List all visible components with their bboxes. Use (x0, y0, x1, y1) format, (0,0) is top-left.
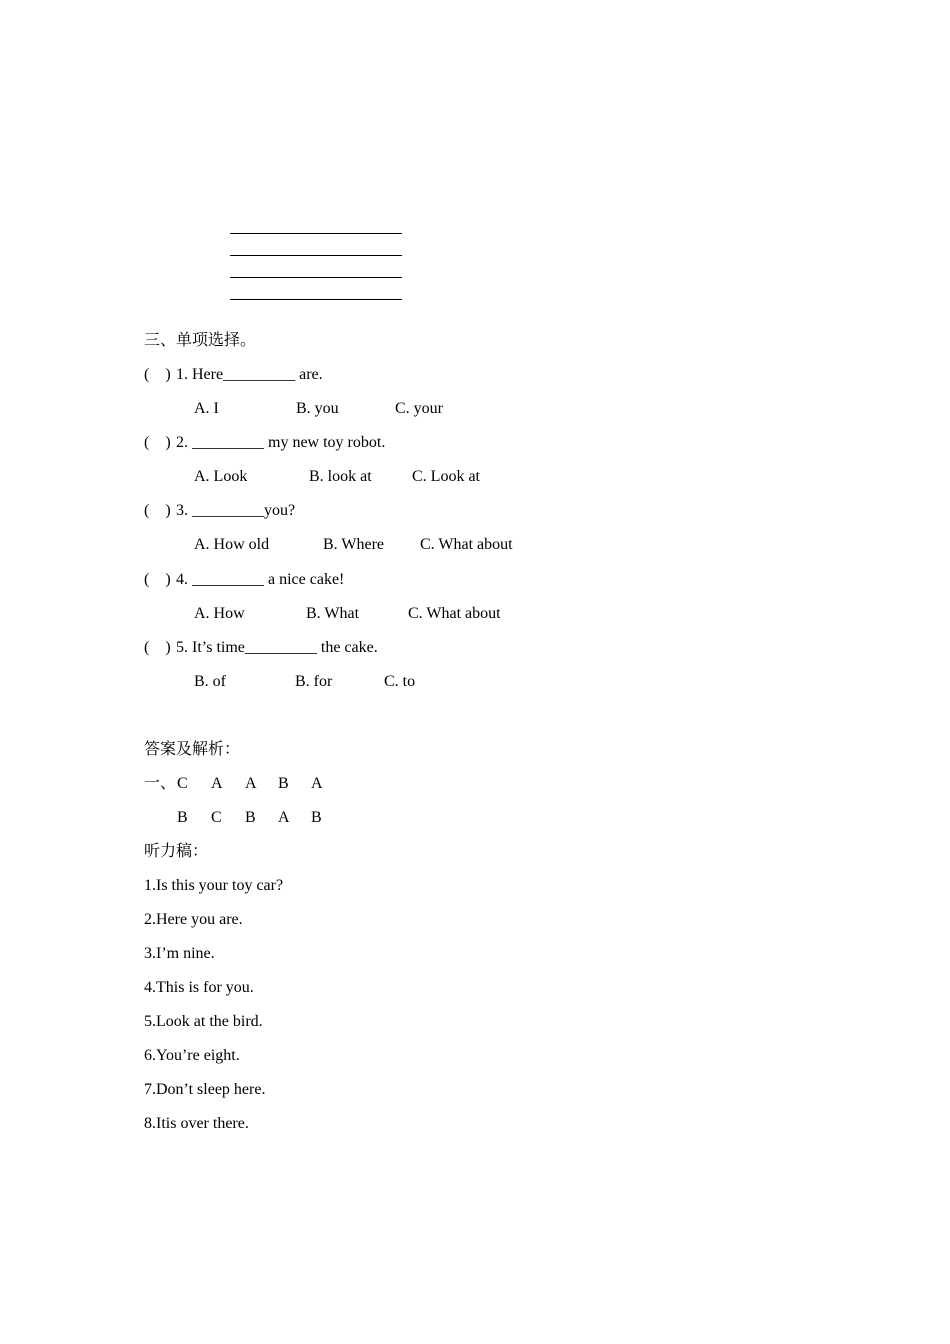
option-a: B. of (194, 673, 226, 690)
option-c: C. to (384, 673, 416, 690)
answer-key: A (278, 809, 290, 826)
option-b: B. Where (323, 536, 385, 553)
question-stem: 2. _________ my new toy robot. (176, 434, 386, 451)
answer-key: C (177, 775, 188, 792)
answer-key: A (311, 775, 323, 792)
answer-paren[interactable]: ( ) (144, 366, 171, 383)
section-title: 三、单项选择。 (144, 332, 257, 349)
script-line-4: 4.This is for you. (144, 979, 254, 996)
script-line-3: 3.I’m nine. (144, 945, 215, 962)
answer-paren[interactable]: ( ) (144, 571, 171, 588)
option-a: A. How old (194, 536, 270, 553)
answer-key: A (211, 775, 223, 792)
writing-line-3 (230, 277, 402, 278)
script-line-2: 2.Here you are. (144, 911, 243, 928)
option-b: B. you (296, 400, 339, 417)
answer-key: B (177, 809, 188, 826)
script-line-8: 8.Itis over there. (144, 1115, 249, 1132)
question-stem: 1. Here_________ are. (176, 366, 323, 383)
option-c: C. What about (408, 605, 501, 622)
option-c: C. Look at (412, 468, 480, 485)
question-stem: 4. _________ a nice cake! (176, 571, 345, 588)
question-stem: 3. _________you? (176, 502, 296, 519)
option-b: B. look at (309, 468, 372, 485)
answer-part-prefix: 一、 (144, 775, 177, 792)
writing-line-4 (230, 299, 402, 300)
option-a: A. Look (194, 468, 248, 485)
question-stem: 5. It’s time_________ the cake. (176, 639, 378, 656)
option-c: C. What about (420, 536, 513, 553)
answer-paren[interactable]: ( ) (144, 639, 171, 656)
option-c: C. your (395, 400, 443, 417)
option-a: A. How (194, 605, 245, 622)
writing-line-1 (230, 233, 402, 234)
answer-key: B (311, 809, 322, 826)
answer-key: A (245, 775, 257, 792)
option-a: A. I (194, 400, 219, 417)
answers-title: 答案及解析： (144, 741, 241, 758)
script-line-1: 1.Is this your toy car? (144, 877, 284, 894)
answer-paren[interactable]: ( ) (144, 502, 171, 519)
script-line-7: 7.Don’t sleep here. (144, 1081, 266, 1098)
answer-paren[interactable]: ( ) (144, 434, 171, 451)
answer-key: B (245, 809, 256, 826)
script-line-6: 6.You’re eight. (144, 1047, 240, 1064)
answer-key: C (211, 809, 222, 826)
writing-line-2 (230, 255, 402, 256)
script-line-5: 5.Look at the bird. (144, 1013, 263, 1030)
option-b: B. What (306, 605, 360, 622)
answer-key: B (278, 775, 289, 792)
option-b: B. for (295, 673, 333, 690)
listening-script-title: 听力稿： (144, 843, 209, 860)
